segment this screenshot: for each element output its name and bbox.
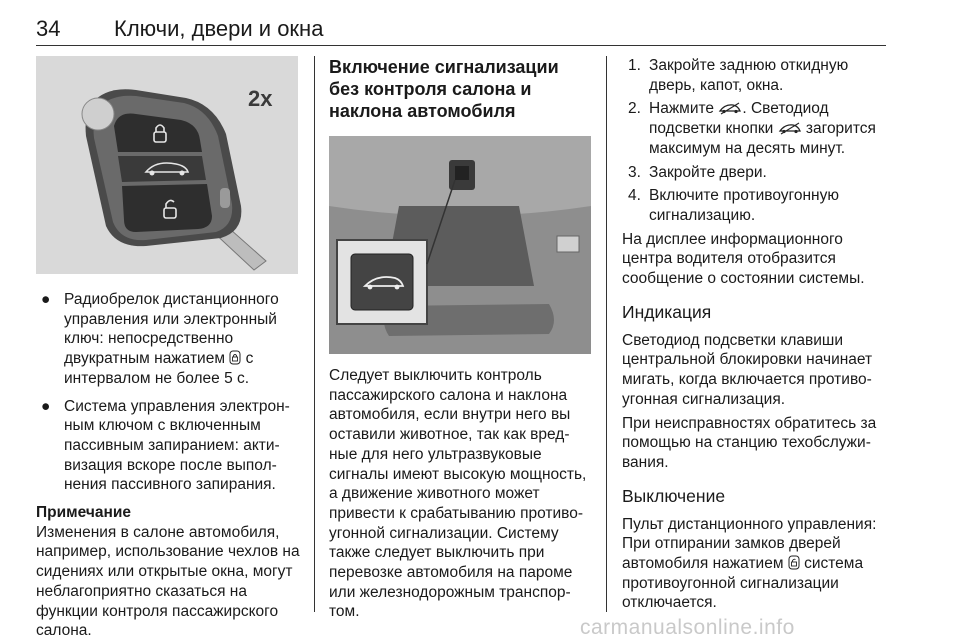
column-middle (329, 56, 591, 622)
step-2-text: Нажмите (649, 100, 719, 118)
step-2-number: 2. (628, 100, 641, 118)
header-rule (36, 45, 886, 46)
interior-monitoring-icon (718, 102, 742, 115)
column-divider-1 (314, 56, 315, 612)
section-heading-no-interior-monitoring: Включение сигнализации без контроля салона и наклона автомобиля (329, 57, 559, 121)
key-fob-illustration (36, 56, 298, 274)
page-number: 34 (36, 16, 61, 41)
step-3-text: Закройте двери. (649, 163, 767, 181)
step-2-text-end: загорится максимум на десять минут. (649, 120, 876, 157)
step-1-number: 1. (628, 57, 641, 74)
page-title: Ключи, двери и окна (114, 16, 324, 41)
step-4-text: Включите противоугонную сигнализацию. (649, 187, 839, 224)
note-title: Примечание (36, 504, 131, 522)
interior-monitoring-icon (778, 122, 802, 135)
step-1 (622, 56, 892, 95)
bullet-remote: ● Радиобрелок дистанционного управления или электронный ключ: непосредственно двукратным нажатием с интервалом не более 5 с. (41, 291, 279, 387)
bullet-passive-text: Система управления электронным ключом с включенным пассивным запиранием: активизация вскоре после выполнения пассивного запирания. (64, 397, 290, 494)
unlock-button-icon (788, 555, 800, 570)
key-fob-figure (36, 56, 298, 274)
lock-button-icon (229, 350, 241, 365)
column-left (36, 56, 300, 641)
off-text-end: система противоугонной сигнализации отключается. (622, 555, 864, 612)
column-right (622, 56, 892, 613)
info-text: На дисплее информационного центра водителя отобразится сообщение о состоянии системы. (622, 230, 865, 288)
step-4 (622, 186, 892, 225)
step-3 (622, 163, 892, 183)
step-3-number: 3. (628, 163, 641, 181)
section-heading-off: Выключение (622, 485, 726, 506)
bullet-remote-text: Радиобрелок дистанционного управления или электронный ключ: непосредственно двукратным нажатием (64, 291, 279, 368)
step-4-number: 4. (628, 187, 641, 205)
press-twice-label: 2x (248, 86, 273, 111)
indication-paragraph-1: Светодиод подсветки клавиши центральной блокировки начинает мигать, когда включается противоугонная сигнализация. (622, 331, 873, 408)
bullet-remote-text-end: с интервалом не более 5 с. (64, 350, 254, 387)
off-paragraph (622, 515, 892, 614)
page-header (36, 10, 886, 46)
step-2 (622, 99, 892, 158)
section-heading-indication: Индикация (622, 301, 712, 322)
note-text: Изменения в салоне автомобиля, например, использование чехлов на сидениях или открытые окна, могут неблагоприятно сказаться на функции контроля пассажирского салона. (36, 523, 300, 640)
bullet-passive-locking: ● Система управления электронным ключом с включенным пассивным запиранием: активизация вскоре после выполнения пассивного запирания. (41, 397, 290, 494)
ceiling-console-figure (329, 136, 591, 354)
column-divider-2 (606, 56, 607, 612)
ceiling-console-illustration (329, 136, 591, 354)
section-body: Следует выключить контроль пассажирского салона и наклона автомобиля, если внутри него вы оставили животное, так как вредные для него ультразвуковые сигналы имеют высокую мощность, а движение животного может привести к срабатыванию противоугонной сигнализации. Систему также следует выключить при перевозке автомобиля на пароме или железнодорожным транспортом. (329, 367, 587, 621)
step-1-text: Закройте заднюю откидную дверь, капот, окна. (649, 57, 849, 94)
step-2-text-mid: . Светодиод подсветки кнопки (649, 100, 829, 138)
off-text: Пульт дистанционного управления: При отпирании замков дверей автомобиля нажатием (622, 515, 877, 573)
indication-paragraph-2: При неисправностях обратитесь за помощью на станцию техобслуживания. (622, 414, 877, 471)
watermark: carmanualsonline.info (580, 616, 795, 639)
